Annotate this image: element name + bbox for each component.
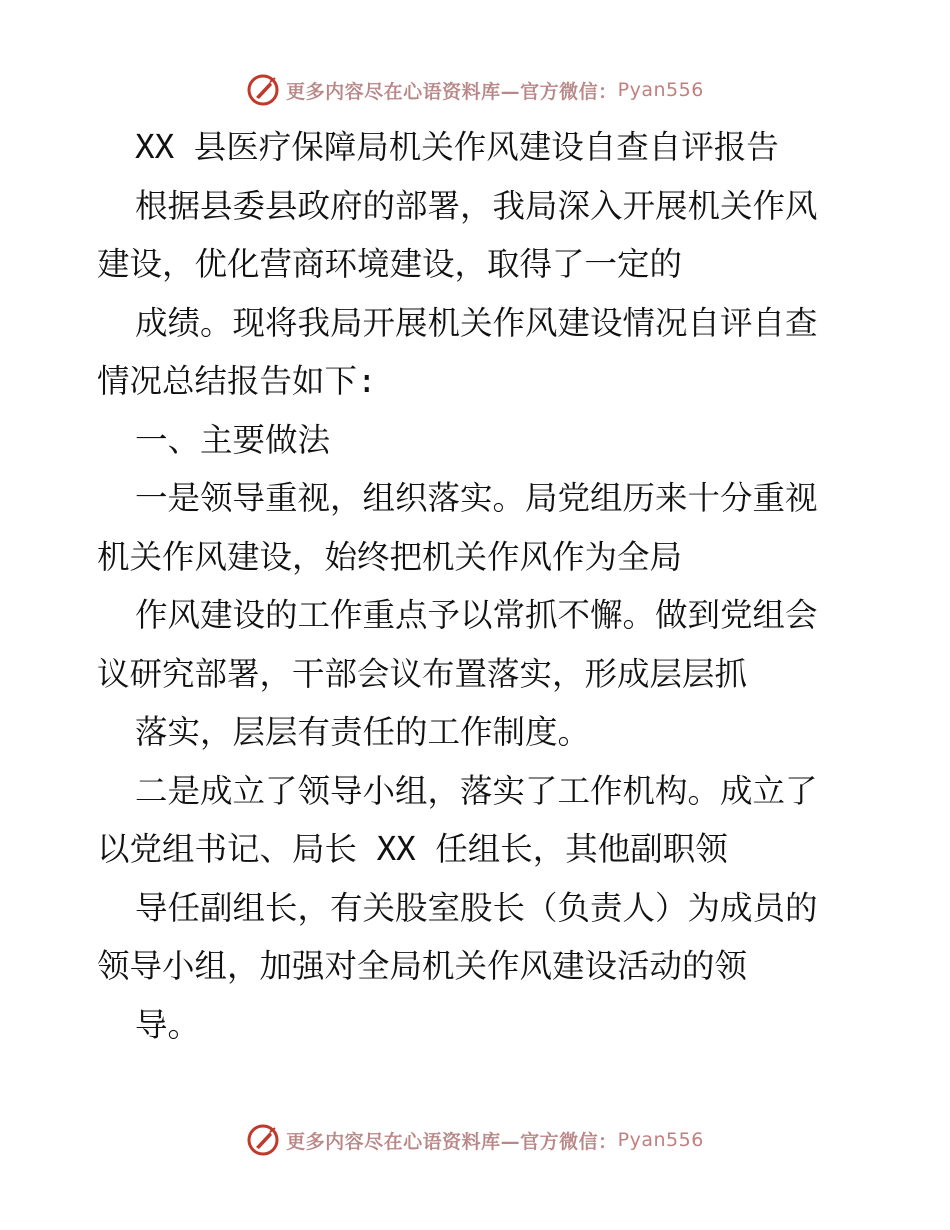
paragraph-line: 机关作风建设，始终把机关作风作为全局	[97, 537, 683, 576]
quill-logo-icon	[246, 1123, 280, 1157]
document-body	[97, 118, 857, 1054]
paragraph-line: 以党组书记、局长 XX 任组长，其他副职领	[97, 830, 728, 868]
paragraph-line: 作风建设的工作重点予以常抓不懈。做到党组会	[135, 596, 818, 634]
paragraph-line: 根据县委县政府的部署，我局深入开展机关作风	[135, 186, 818, 225]
watermark-text: 更多内容尽在心语资料库—官方微信：	[286, 80, 618, 103]
watermark-wechat-id: Pyan556	[617, 79, 704, 101]
paragraph-line: 一是领导重视，组织落实。局党组历来十分重视	[135, 479, 818, 517]
paragraph-line: 情况总结报告如下:	[97, 362, 377, 400]
paragraph-line: 领导小组，加强对全局机关作风建设活动的领	[97, 947, 748, 985]
watermark-wechat-id: Pyan556	[617, 1129, 704, 1151]
watermark-text: 更多内容尽在心语资料库—官方微信：	[286, 1130, 618, 1153]
quill-logo-icon	[246, 73, 280, 107]
paragraph-line: 建设，优化营商环境建设，取得了一定的	[97, 245, 683, 283]
paragraph-line: 成绩。现将我局开展机关作风建设情况自评自查	[135, 303, 818, 342]
paragraph-line: 导。	[135, 1005, 201, 1044]
watermark-header	[0, 70, 950, 110]
paragraph-line: 议研究部署，干部会议布置落实，形成层层抓	[97, 654, 748, 693]
paragraph-line: 落实，层层有责任的工作制度。	[135, 713, 591, 751]
document-title: XX 县医疗保障局机关作风建设自查自评报告	[135, 128, 779, 166]
paragraph-line: 二是成立了领导小组，落实了工作机构。成立了	[135, 771, 818, 810]
section-heading: 一、主要做法	[135, 420, 331, 459]
watermark-footer	[0, 1120, 950, 1160]
paragraph-line: 导任副组长，有关股室股长（负责人）为成员的	[135, 888, 818, 927]
